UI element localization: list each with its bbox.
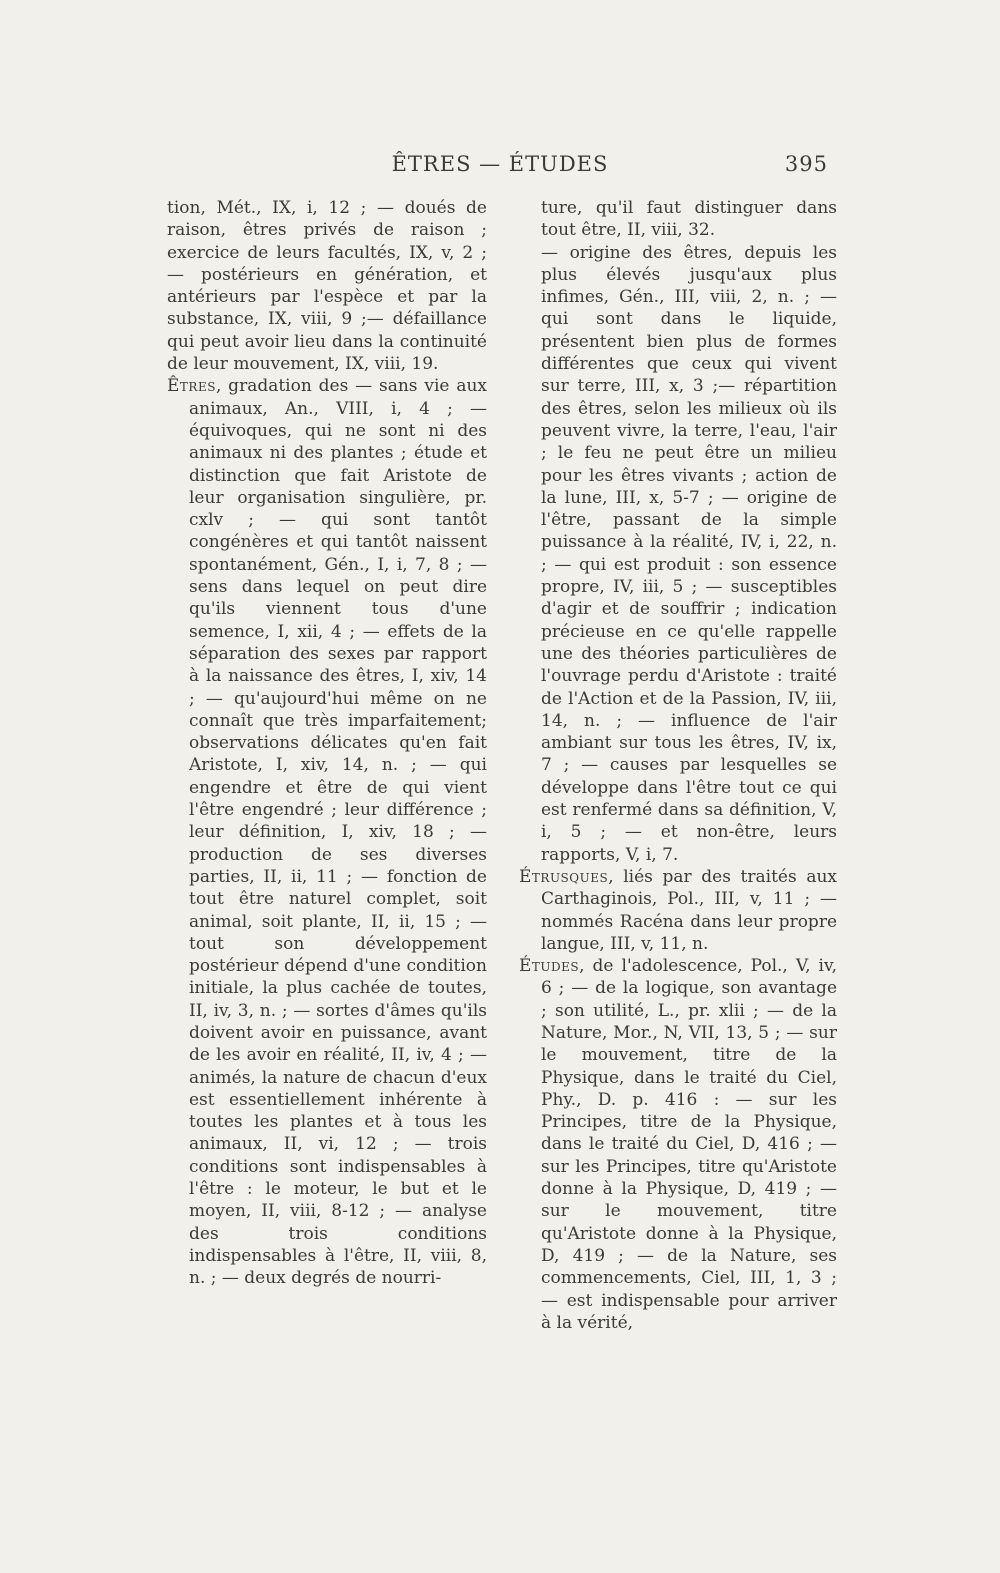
entry-body: , liés par des traités aux Carthaginois, Pol., III, v, 11 ; — nommés Racéna dans leur propre langue, III, v, 11, n. xyxy=(541,866,837,954)
running-head-title: ÊTRES — ÉTUDES xyxy=(391,152,609,176)
entry-headword: Êtres xyxy=(167,376,216,397)
entry-body: , de l'adolescence, Pol., V, iv, 6 ; — de la logique, son avantage ; son utilité, L., pr. xlii ; — de la Nature, Mor., N, VII, 13, 5 ; — sur le mouvement, titre de la Physique, dans le traité du Ciel, Phy., D. p. 416 : — sur les Principes, titre de la Physique, dans le traité du Ciel, D, 416 ; — sur les Principes, titre qu'Aristote donne à la Physique, D, 419 ; — sur le mouvement, titre qu'Aristote donne à la Physique, D, 419 ; — de la Nature, ses commencements, Ciel, III, 1, 3 ; — est indispensable pour arriver à la vérité, xyxy=(541,956,837,1333)
entry-continuation: ture, qu'il faut distinguer dans tout être, II, viii, 32. xyxy=(541,198,837,241)
right-column xyxy=(519,197,837,1334)
entry-continuation: tion, Mét., IX, i, 12 ; — doués de raison, êtres privés de raison ; exercice de leurs facultés, IX, v, 2 ; — postérieurs en génération, et antérieurs par l'espèce et par la substance, IX, viii, 9 ;— défaillance qui peut avoir lieu dans la continuité de leur mouvement, IX, viii, 19. xyxy=(167,198,487,375)
left-column xyxy=(167,197,487,1290)
index-entry-etrusques xyxy=(519,866,837,955)
running-head xyxy=(0,152,1000,182)
index-entry-etudes xyxy=(519,955,837,1334)
page-number: 395 xyxy=(784,152,828,176)
entry-body: , gradation des — sans vie aux animaux, An., VIII, i, 4 ; — équivoques, qui ne sont ni des animaux ni des plantes ; étude et distinction que fait Aristote de leur organisation singulière, pr. cxlv ; — qui sont tantôt congénères et qui tantôt naissent spontanément, Gén., I, i, 7, 8 ; — sens dans lequel on peut dire qu'ils viennent tous d'une semence, I, xii, 4 ; — effets de la séparation des sexes par rapport à la naissance des êtres, I, xiv, 14 ; — qu'aujourd'hui même on ne connaît que très imparfaitement; observations délicates qu'en fait Aristote, I, xiv, 14, n. ; — qui engendre et être de qui vient l'être engendré ; leur différence ; leur définition, I, xiv, 18 ; — production de ses diverses parties, II, ii, 11 ; — fonction de tout être naturel complet, soit animal, soit plante, II, ii, 15 ; — tout son développement postérieur dépend d'une condition initiale, la plus cachée de toutes, II, iv, 3, n. ; — sortes d'âmes qu'ils doivent avoir en puissance, avant de les avoir en réalité, II, iv, 4 ; — animés, la nature de chacun d'eux est essentiellement inhérente à toutes les plantes et à tous les animaux, II, vi, 12 ; — trois conditions sont indispensables à l'être : le moteur, le but et le moyen, II, viii, 8-12 ; — analyse des trois conditions indispensables à l'être, II, viii, 8, n. ; — deux degrés de nourri- xyxy=(189,376,487,1289)
entry-headword: Étrusques xyxy=(519,866,609,887)
index-entry-etres xyxy=(167,375,487,1289)
sub-entry: — origine des êtres, depuis les plus élevés jusqu'aux plus infimes, Gén., III, viii, 2, n. ; — qui sont dans le liquide, présentent bien plus de formes différentes que ceux qui vivent sur terre, III, x, 3 ;— répartition des êtres, selon les milieux où ils peuvent vivre, la terre, l'eau, l'air ; le feu ne peut être un milieu pour les êtres vivants ; action de la lune, III, x, 5-7 ; — origine de l'être, passant de la simple puissance à la réalité, IV, i, 22, n. ; — qui est produit : son essence propre, IV, iii, 5 ; — susceptibles d'agir et de souffrir ; indication précieuse en ce qu'elle rappelle une des théories particulières de l'ouvrage perdu d'Aristote : traité de l'Action et de la Passion, IV, iii, 14, n. ; — influence de l'air ambiant sur tous les êtres, IV, ix, 7 ; — causes par lesquelles se développe dans l'être tout ce qui est renfermé dans sa définition, V, i, 5 ; — et non-être, leurs rapports, V, i, 7. xyxy=(541,242,837,865)
entry-headword: Études xyxy=(519,956,580,977)
